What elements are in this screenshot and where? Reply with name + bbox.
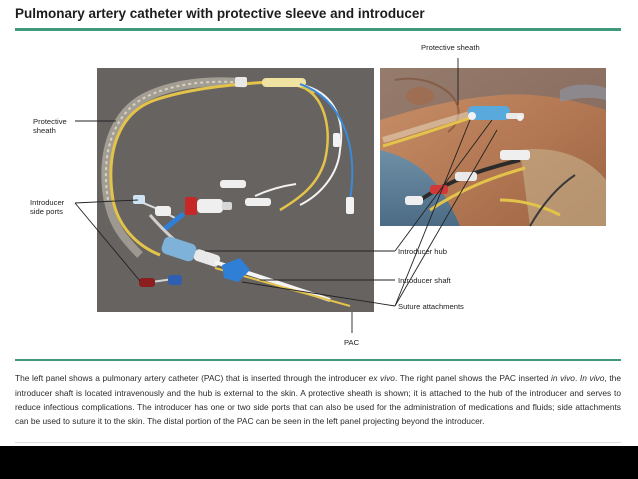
label-protective-sheath-left-2: sheath xyxy=(33,126,56,135)
caption-emphasis: in vivo xyxy=(550,373,575,384)
label-protective-sheath-top: Protective sheath xyxy=(421,43,480,52)
label-introducer-hub: Introducer hub xyxy=(398,247,447,256)
caption-part: The left panel shows a pulmonary artery catheter (PAC) that is inserted through the introducer xyxy=(15,373,369,384)
label-introducer-shaft: Introducer shaft xyxy=(398,276,451,285)
left-photo-ex-vivo xyxy=(97,68,374,312)
page-title: Pulmonary artery catheter with protective sleeve and introducer xyxy=(15,6,425,21)
caption-part: . xyxy=(574,373,580,384)
bottom-divider xyxy=(15,442,621,443)
label-suture-attachments: Suture attachments xyxy=(398,302,464,311)
caption-emphasis: In vivo xyxy=(579,373,605,384)
label-introducer-side-ports: Introducer xyxy=(30,198,65,207)
label-protective-sheath-left: Protective xyxy=(33,117,67,126)
bottom-black-band xyxy=(0,446,638,479)
label-introducer-side-ports-2: side ports xyxy=(30,207,63,216)
caption-part: . The right panel shows the PAC inserted xyxy=(394,373,551,384)
right-photo-in-vivo xyxy=(380,68,606,226)
label-pac: PAC xyxy=(344,338,360,347)
caption-emphasis: ex vivo xyxy=(368,373,395,384)
caption-divider xyxy=(15,359,621,361)
figure-caption xyxy=(15,371,621,428)
caption-part: , the introducer shaft is located intravenously and the hub is external to the skin. A protective sheath is shown; it is attached to the hub of the introducer and serves to reduce infectious complications. The introducer has one or two side ports that can also be used for the administration of medications and fluids; side attachments can be used to suture it to the skin. The distal portion of the PAC can be seen in the left panel projecting beyond the introducer. xyxy=(15,373,621,427)
